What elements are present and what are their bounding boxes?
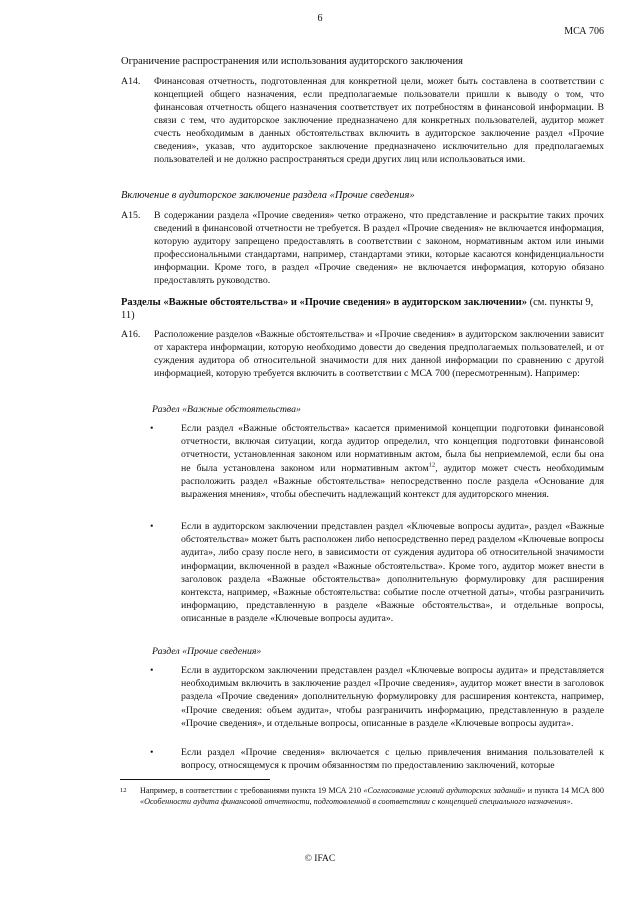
- bullet-icon: •: [150, 521, 154, 532]
- bullet-item-emphasis-2: [150, 520, 604, 626]
- paragraph-number: A14.: [121, 76, 141, 87]
- footnote-number: 12: [120, 787, 127, 794]
- bullet-text: Если раздел «Прочие сведения» включается с целью привлечения внимания пользователей к вопросу, относящемуся к прочим обязанностям по предоставлению заключений, которые: [181, 747, 604, 772]
- footnote-12: [120, 785, 604, 807]
- footnote-reference: 12: [428, 461, 436, 469]
- bullet-icon: •: [150, 665, 154, 676]
- bullet-item-emphasis-1: [150, 422, 604, 501]
- section-title-bold: Разделы «Важные обстоятельства» и «Прочие сведения» в аудиторском заключении»: [121, 297, 527, 308]
- bullet-item-other-1: [150, 664, 604, 730]
- document-code: МСА 706: [564, 26, 604, 37]
- subsection-title-emphasis: Раздел «Важные обстоятельства»: [152, 404, 301, 415]
- paragraph-number: A16.: [121, 329, 141, 340]
- section-title-restriction: Ограничение распространения или использования аудиторского заключения: [121, 56, 463, 67]
- section-title-inclusion: Включение в аудиторское заключение раздела «Прочие сведения»: [121, 190, 415, 201]
- paragraph-a14: [121, 75, 604, 166]
- paragraph-a15: [121, 209, 604, 287]
- bullet-item-other-2: [150, 746, 604, 772]
- bullet-icon: •: [150, 423, 154, 434]
- section-title-sections: [121, 296, 604, 322]
- paragraph-text: В содержании раздела «Прочие сведения» четко отражено, что представление и раскрытие таких прочих сведений в финансовой отчетности не требуется. В раздел «Прочие сведения» не включается информация, которую аудитору запрещено предоставлять в соответствии с законом, нормативным актом или иными профессиональными стандартами, например, стандартами этики, которые касаются конфиденциальности информации. Кроме того, в раздел «Прочие сведения» не включается информация, которую обязано предоставлять руководство.: [154, 210, 604, 286]
- bullet-icon: •: [150, 747, 154, 758]
- subsection-title-other: Раздел «Прочие сведения»: [152, 646, 262, 657]
- copyright-footer: © IFAC: [304, 854, 336, 864]
- footnote-text: Например, в соответствии с требованиями пункта 19 МСА 210 «Согласование условий аудиторских заданий» и пункта 14 МСА 800 «Особенности аудита финансовой отчетности, подготовленной в соответствии с концепцией специального назначения».: [140, 786, 604, 806]
- paragraph-text: Расположение разделов «Важные обстоятельства» и «Прочие сведения» в аудиторском заключении зависит от характера информации, которую необходимо довести до сведения предполагаемых пользователей, и от суждения аудитора об относительной значимости для них данной информации по сравнению с другой информацией, которую требуется включить в соответствии с МСА 700 (пересмотренным). Например:: [154, 329, 604, 379]
- paragraph-number: A15.: [121, 210, 141, 221]
- bullet-text: Если раздел «Важные обстоятельства» касается применимой концепции подготовки финансовой отчетности, включая ситуации, когда аудитор определил, что концепция подготовки финансовой отчетности, установленная законом или нормативным актом, была бы неприемлемой, если бы она не была установлена законом или нормативным актом$^{12}$, аудитор может счесть необходимым расположить раздел «Важные обстоятельства» непосредственно после раздела «Основание для выражения мнения», чтобы обеспечить надлежащий контекст для аудиторского мнения.: [181, 423, 605, 501]
- bullet-text: Если в аудиторском заключении представлен раздел «Ключевые вопросы аудита» и представляется необходимым включить в заключение раздел «Прочие сведения», аудитор может внести в заголовок раздела «Прочие сведения» дополнительную формулировку для расширения контекста, например, «Прочие сведения: объем аудита», чтобы разграничить информацию, представленную в разделе «Прочие сведения», и отдельные вопросы, описанные в разделе «Ключевые вопросы аудита».: [181, 665, 604, 729]
- paragraph-text: Финансовая отчетность, подготовленная для конкретной цели, может быть составлена в соответствии с концепцией общего назначения, если предполагаемые пользователи пришли к выводу о том, что финансовая отчетность общего назначения соответствует их потребностям в финансовой информации. В связи с тем, что аудиторское заключение предназначено для конкретных пользователей, аудитор может счесть необходимым в данных обстоятельствах включить в аудиторское заключение раздел «Прочие сведения», указав, что аудиторское заключение предназначено исключительно для предполагаемых пользователей и не должно распространяться среди других лиц или использоваться ими.: [154, 76, 604, 165]
- footnote-divider: [120, 779, 270, 780]
- section-title-reference: (см. пункты 9, 11): [121, 297, 594, 321]
- page-number: 6: [317, 13, 323, 24]
- paragraph-a16: [121, 328, 604, 380]
- bullet-text: Если в аудиторском заключении представлен раздел «Ключевые вопросы аудита», раздел «Важные обстоятельства» может быть расположен либо непосредственно перед разделом «Ключевые вопросы аудита», либо сразу после него, в зависимости от суждения аудитора об относительной значимости информации, включенной в раздел «Важные обстоятельства». Кроме того, аудитор может внести в заголовок раздела «Важные обстоятельства» дополнительную формулировку для расширения контекста, например, «Важные обстоятельства: событие после отчетной даты», чтобы разграничить информацию, представленную в разделе «Важные обстоятельства», и отдельные вопросы, описанные в разделе «Ключевые вопросы аудита».: [181, 521, 604, 625]
